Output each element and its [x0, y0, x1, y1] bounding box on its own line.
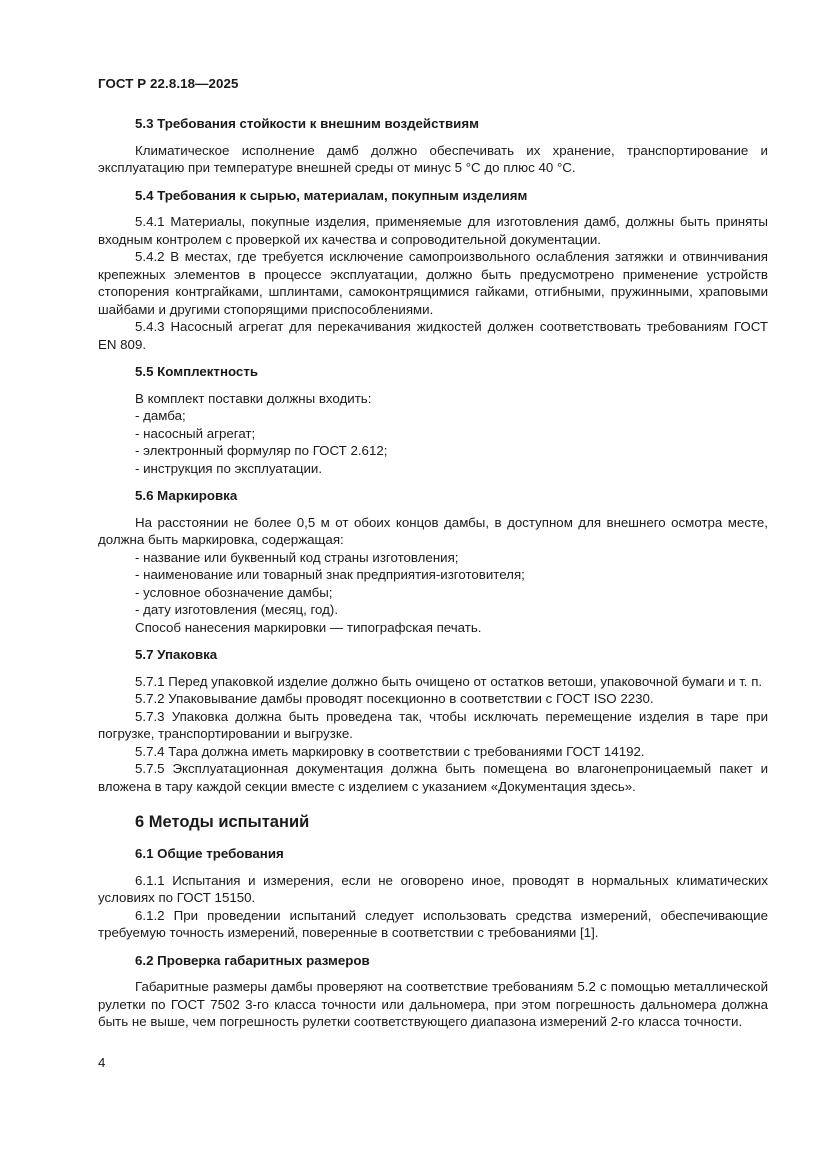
document-body [98, 115, 768, 1031]
section-5-6-title: 5.6 Маркировка [135, 488, 238, 503]
section-6-1-1-paragraph: 6.1.1 Испытания и измерения, если не оговорено иное, проводят в нормальных климатических условиях по ГОСТ 15150. [98, 872, 768, 905]
list-item: - насосный агрегат; [135, 425, 256, 441]
list-item: - электронный формуляр по ГОСТ 2.612; [135, 443, 388, 458]
section-5-5-intro: В комплект поставки должны входить: [135, 390, 372, 406]
section-5-7-2-paragraph: 5.7.2 Упаковывание дамбы проводят посекционно в соответствии с ГОСТ ISO 2230. [135, 691, 654, 706]
list-item: - название или буквенный код страны изготовления; [135, 549, 459, 565]
list-item: - наименование или товарный знак предприятия-изготовителя; [135, 567, 525, 582]
page-number: 4 [98, 1055, 106, 1070]
section-6-2-paragraph: Габаритные размеры дамбы проверяют на соответствие требованиям 5.2 с помощью металлической рулетки по ГОСТ 7502 3-го класса точности или дальномера, при этом погрешность дальномера должна быть не выше, чем погрешность рулетки соответствующего диапазона измерений 2-го класса точности. [98, 979, 768, 1029]
section-5-7-4-paragraph: 5.7.4 Тара должна иметь маркировку в соответствии с требованиями ГОСТ 14192. [135, 743, 645, 759]
section-5-4-2-paragraph: 5.4.2 В местах, где требуется исключение самопроизвольного ослабления затяжки и отвинчивания крепежных элементов в процессе эксплуатации, должно быть предусмотрено применение устройств стопорения контргайками, шплинтами, самоконтрящимися гайками, отгибными, пружинными, храповыми шайбами и другими стопорящими приспособлениями. [98, 249, 768, 317]
section-5-6-paragraph: На расстоянии не более 0,5 м от обоих концов дамбы, в доступном для внешнего осмотра месте, должна быть маркировка, содержащая: [98, 514, 768, 547]
section-5-7-5-paragraph: 5.7.5 Эксплуатационная документация должна быть помещена во влагонепроницаемый пакет и вложена в тару каждой секции вместе с изделием с указанием «Документация здесь». [98, 761, 768, 794]
list-item: - дату изготовления (месяц, год). [135, 602, 339, 617]
section-5-4-1-paragraph: 5.4.1 Материалы, покупные изделия, применяемые для изготовления дамб, должны быть приняты входным контролем с проверкой их качества и сопроводительной документации. [98, 214, 768, 247]
section-5-4-title: 5.4 Требования к сырью, материалам, покупным изделиям [135, 187, 528, 203]
section-5-4-3-paragraph: 5.4.3 Насосный агрегат для перекачивания жидкостей должен соответствовать требованиям ГОСТ EN 809. [98, 319, 768, 352]
section-6-2-title: 6.2 Проверка габаритных размеров [135, 952, 370, 968]
section-6-1-2-paragraph: 6.1.2 При проведении испытаний следует использовать средства измерений, обеспечивающие требуемую точность измерений, поверенные в соответствии с требованиями [1]. [98, 907, 768, 940]
section-5-5-title: 5.5 Комплектность [135, 364, 259, 379]
list-item: - инструкция по эксплуатации. [135, 460, 323, 476]
section-5-3-paragraph: Климатическое исполнение дамб должно обеспечивать их хранение, транспортирование и эксплуатацию при температуре внешней среды от минус 5 °С до плюс 40 °С. [98, 142, 768, 175]
document-code-header: ГОСТ Р 22.8.18—2025 [98, 76, 239, 91]
section-6-title: 6 Методы испытаний [135, 813, 310, 831]
section-5-7-title: 5.7 Упаковка [135, 647, 218, 662]
section-5-3-title: 5.3 Требования стойкости к внешним воздействиям [135, 116, 479, 131]
list-item: - условное обозначение дамбы; [135, 584, 333, 600]
list-item: - дамба; [135, 408, 186, 423]
section-5-6-method: Способ нанесения маркировки — типографская печать. [135, 619, 482, 635]
section-6-1-title: 6.1 Общие требования [135, 846, 284, 861]
section-5-7-3-paragraph: 5.7.3 Упаковка должна быть проведена так, чтобы исключать перемещение изделия в таре при погрузке, транспортировании и выгрузке. [98, 708, 768, 741]
section-5-7-1-paragraph: 5.7.1 Перед упаковкой изделие должно быть очищено от остатков ветоши, упаковочной бумаги и т. п. [135, 673, 763, 689]
